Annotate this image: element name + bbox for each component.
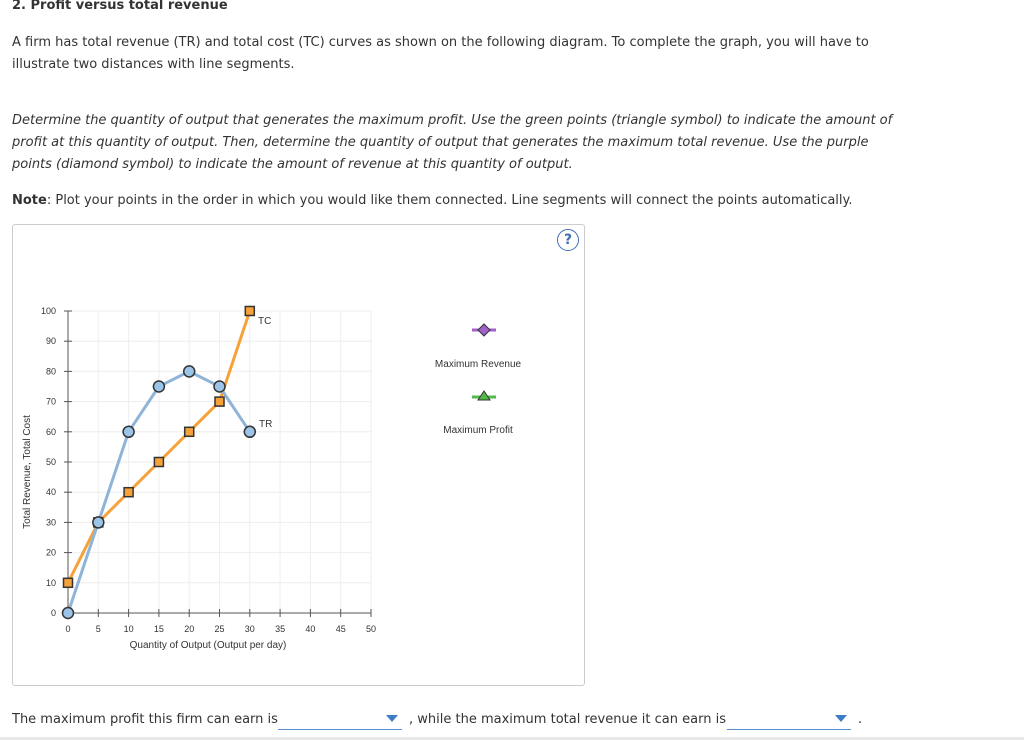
- help-icon[interactable]: ?: [557, 229, 579, 251]
- tr-point-marker: [244, 426, 255, 437]
- answer-prefix: The maximum profit this firm can earn is: [12, 712, 278, 727]
- y-tick-label: 90: [45, 336, 56, 347]
- y-tick-label: 0: [50, 608, 56, 618]
- chart-tick-labels: [41, 306, 376, 634]
- tr-point-marker: [93, 517, 104, 528]
- y-tick-label: 60: [45, 426, 56, 437]
- y-axis-label: Total Revenue, Total Cost: [22, 415, 33, 529]
- tc-point-marker: [64, 578, 73, 587]
- tc-point-marker: [215, 397, 224, 406]
- x-tick-label: 20: [184, 624, 195, 634]
- x-tick-label: 45: [335, 624, 346, 634]
- tc-point-marker: [124, 488, 133, 497]
- tr-point-marker: [63, 608, 74, 619]
- tr-point-marker: [184, 366, 195, 377]
- x-tick-label: 15: [153, 624, 164, 634]
- chart-axes: [64, 311, 371, 617]
- max-revenue-dropdown[interactable]: [727, 708, 851, 730]
- tc-point-marker: [185, 427, 194, 436]
- x-tick-label: 25: [214, 624, 225, 634]
- max-profit-dropdown[interactable]: [278, 708, 402, 730]
- tr-point-marker: [214, 381, 225, 392]
- tr-point-marker: [153, 381, 164, 392]
- intro-paragraph: A firm has total revenue (TR) and total cost (TC) curves as shown on the following diagram. To complete the graph, you will have to illustrate two distances with line segments.: [12, 35, 869, 72]
- x-tick-label: 0: [65, 624, 71, 634]
- x-tick-label: 10: [123, 624, 134, 634]
- y-tick-label: 70: [45, 396, 56, 407]
- y-tick-label: 80: [45, 366, 56, 377]
- y-tick-label: 20: [45, 547, 56, 558]
- x-tick-label: 5: [95, 624, 101, 634]
- x-tick-label: 40: [305, 624, 316, 634]
- max-revenue-diamond-tool[interactable]: [472, 324, 496, 336]
- answer-suffix: .: [858, 712, 863, 727]
- chevron-down-icon: [835, 715, 847, 722]
- max-profit-label: Maximum Profit: [443, 425, 513, 436]
- chevron-down-icon: [386, 715, 398, 722]
- y-tick-label: 30: [45, 517, 56, 528]
- tc-point-marker: [154, 458, 163, 467]
- x-tick-label: 35: [275, 624, 286, 634]
- note-text: : Plot your points in the order in which you would like them connected. Line segments will connect the points automatically.: [46, 193, 853, 208]
- x-axis-label: Quantity of Output (Output per day): [129, 640, 287, 651]
- y-tick-label: 50: [45, 457, 56, 467]
- x-tick-label: 50: [365, 624, 377, 634]
- section-title: 2. Profit versus total revenue: [12, 0, 228, 13]
- max-revenue-label: Maximum Revenue: [434, 359, 522, 370]
- tc-curve-label: TC: [258, 316, 272, 327]
- max-profit-triangle-tool[interactable]: [472, 391, 496, 400]
- chart-grid: [68, 311, 371, 613]
- x-tick-label: 30: [244, 624, 255, 634]
- y-tick-label: 40: [45, 487, 56, 498]
- answer-middle: , while the maximum total revenue it can earn is: [409, 712, 726, 727]
- instructions-paragraph: Determine the quantity of output that generates the maximum profit. Use the green points (triangle symbol) to indicate the amount of profit at this quantity of output. Then, determine the quantity of output that generates the maximum total revenue. Use the purple points (diamond symbol) to indicate the amount of revenue at this quantity of output.: [12, 113, 893, 172]
- note-label: Note: [12, 193, 47, 208]
- tc-point-marker: [245, 307, 254, 316]
- y-tick-label: 100: [40, 306, 56, 316]
- tr-curve-label: TR: [259, 419, 273, 430]
- tr-point-marker: [123, 426, 134, 437]
- y-tick-label: 10: [45, 577, 56, 588]
